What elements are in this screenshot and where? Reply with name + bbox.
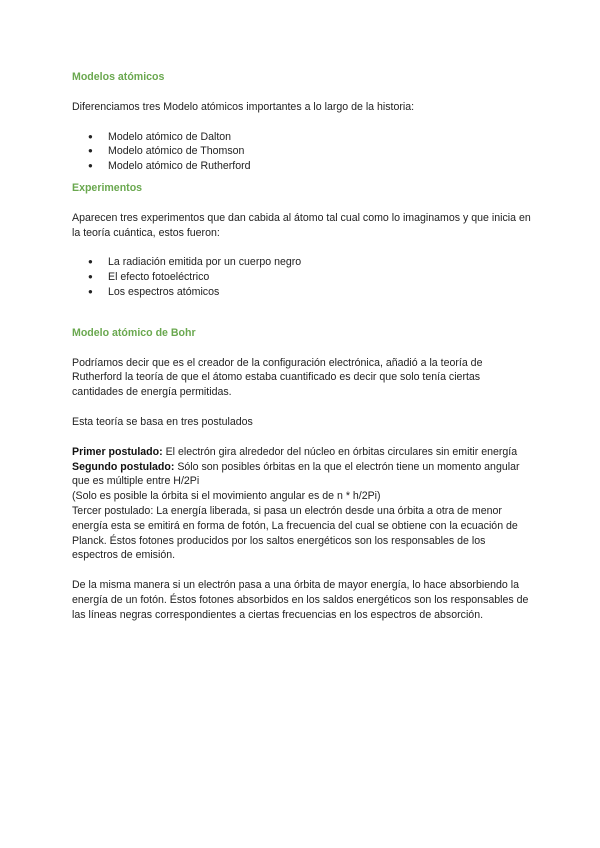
list-item: ● Modelo atómico de Dalton [72,130,532,145]
postulate-1-text: El electrón gira alrededor del núcleo en órbitas circulares sin emitir energía [162,445,518,458]
postulate-2 [72,460,532,490]
postulate-3: Tercer postulado: La energía liberada, si pasa un electrón desde una órbita a otra de menor energía esta se emitirá en forma de fotón, La frecuencia del cual se obtiene con la ecuación de Planck. Éstos fotones producidos por los saltos energéticos son los responsables de los espectros de emisión. [72,504,518,562]
list-item: ● Los espectros atómicos [72,285,532,300]
list-item: ● Modelo atómico de Rutherford [72,159,532,174]
list-item: ● La radiación emitida por un cuerpo negro [72,255,532,270]
intro-experimentos: Aparecen tres experimentos que dan cabida al átomo tal cual como lo imaginamos y que inicia en la teoría cuántica, estos fueron: [72,211,531,239]
document-content [72,70,532,623]
list-experimentos [72,255,532,299]
bohr-paragraph-1: Podríamos decir que es el creador de la configuración electrónica, añadió a la teoría de Rutherford la teoría de que el átomo estaba cuantificado es decir que solo tenía ciertas cantidades de energía permitidas. [72,356,483,399]
postulate-1 [72,445,532,460]
bohr-paragraph-3: De la misma manera si un electrón pasa a una órbita de mayor energía, lo hace absorbiendo la energía de un fotón. Éstos fotones absorbidos en los saldos energéticos son los responsables de las líneas negras correspondientes a ciertas frecuencias en los espectros de absorción. [72,579,529,621]
heading-modelo-bohr: Modelo atómico de Bohr [72,326,196,339]
intro-modelos: Diferenciamos tres Modelo atómicos importantes a lo largo de la historia: [72,100,415,113]
postulate-2-note: (Solo es posible la órbita si el movimiento angular es de n * h/2Pi) [72,490,381,503]
postulate-1-label: Primer postulado: [72,445,163,458]
heading-modelos-atomicos: Modelos atómicos [72,71,165,83]
bohr-paragraph-2: Esta teoría se basa en tres postulados [72,415,253,428]
list-item: ● El efecto fotoeléctrico [72,270,532,285]
list-modelos [72,130,532,174]
postulate-2-text: Sólo son posibles órbitas en la que el electrón tiene un momento angular que es múltiple entre H/2Pi [72,460,520,488]
postulate-2-label: Segundo postulado: [72,460,175,473]
heading-experimentos: Experimentos [72,181,143,194]
list-item: ● Modelo atómico de Thomson [72,144,532,159]
